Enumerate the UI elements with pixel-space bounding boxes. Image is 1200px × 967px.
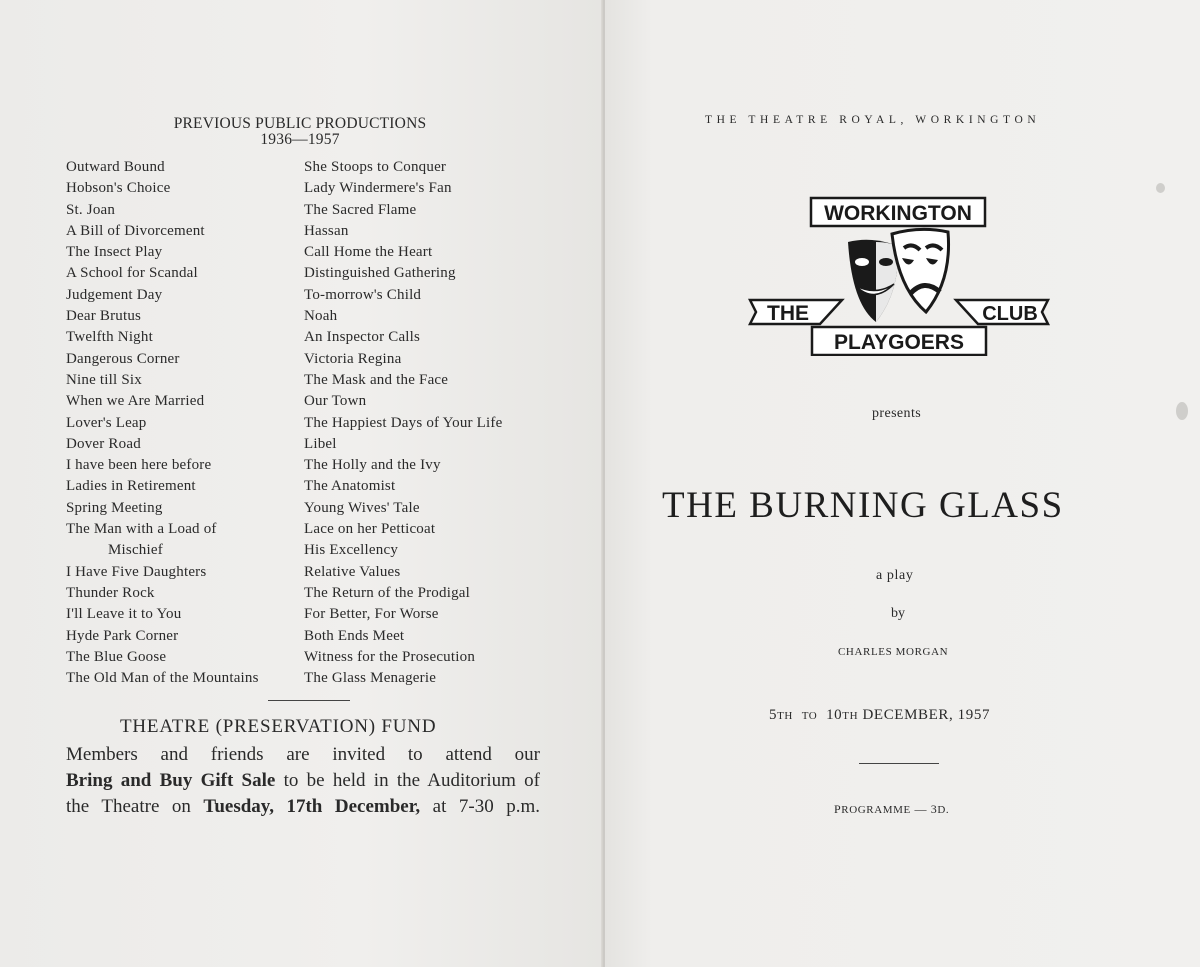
fund-text [66,742,540,820]
production-title: Hyde Park Corner [66,627,179,644]
fund-line-2-rest: to be held in the Auditorium of [275,770,540,791]
production-title: Distinguished Gathering [304,265,456,282]
production-title: Dear Brutus [66,308,142,325]
playgoers-club-logo [748,196,1052,356]
fund-line-3 [66,794,540,820]
presents-text: presents [872,406,922,421]
production-title: Lace on her Petticoat [304,521,436,538]
programme-dash: — [914,802,928,816]
production-title: Nine till Six [66,371,142,388]
production-title: Young Wives' Tale [304,499,420,516]
production-title: Dover Road [66,435,141,452]
production-title: Witness for the Prosecution [304,648,476,665]
production-title: The Glass Menagerie [304,670,437,687]
production-title: Ladies in Retirement [66,478,196,495]
production-title: I'll Leave it to You [66,606,182,623]
production-title: His Excellency [304,542,399,559]
logo-text-left: THE [767,302,809,325]
production-title: The Sacred Flame [304,201,417,218]
production-title: Lover's Leap [66,414,147,431]
author-name: CHARLES MORGAN [838,646,949,658]
venue-line: THE THEATRE ROYAL, WORKINGTON [705,114,1041,126]
programme-rest: ROGRAMME [841,804,911,816]
production-title: The Anatomist [304,478,396,495]
productions-heading [150,116,450,148]
production-title: The Holly and the Ivy [304,457,441,474]
production-title: A School for Scandal [66,265,198,282]
productions-column-1 [66,157,259,689]
production-title: Our Town [304,393,367,410]
performance-dates [769,707,990,724]
production-title: Spring Meeting [66,499,163,516]
date-month-year: DECEMBER, 1957 [862,707,991,723]
production-title: Libel [304,435,337,452]
production-title: Call Home the Heart [304,244,433,261]
production-title: For Better, For Worse [304,606,439,623]
production-title: When we Are Married [66,393,205,410]
production-title: The Blue Goose [66,648,167,665]
production-title: A Bill of Divorcement [66,222,205,239]
fund-title: THEATRE (PRESERVATION) FUND [120,716,437,737]
production-title: Dangerous Corner [66,350,180,367]
production-title: Twelfth Night [66,329,153,346]
logo-text-top: WORKINGTON [824,202,972,225]
date-start-suffix: TH [777,710,793,722]
productions-column-2 [304,157,502,689]
production-title: Noah [304,308,338,325]
programme-price-unit: D. [937,804,950,816]
production-title: The Mask and the Face [304,371,449,388]
date-end-num: 10 [826,707,843,723]
production-title: Both Ends Meet [304,627,405,644]
production-title: I have been here before [66,457,212,474]
logo-text-bottom: PLAYGOERS [834,331,964,354]
logo-text-right: CLUB [982,303,1038,325]
play-title: THE BURNING GLASS [662,485,1064,526]
programme-price-num: 3 [930,802,938,816]
production-title: Hassan [304,222,349,239]
programme-price [834,802,949,817]
production-title: Mischief [108,542,163,559]
production-title: Judgement Day [66,286,163,303]
production-title: Victoria Regina [304,350,402,367]
production-title: To-morrow's Child [304,286,422,303]
production-title: The Return of the Prodigal [304,584,470,601]
fund-line-2 [66,768,540,794]
production-title: The Man with a Load of [66,521,217,538]
production-title: The Insect Play [66,244,163,261]
paper-mark [1156,183,1165,193]
fund-sale-date: Tuesday, 17th December, [203,796,421,817]
production-title: She Stoops to Conquer [304,159,447,175]
productions-heading-title: PREVIOUS PUBLIC PRODUCTIONS [173,115,427,132]
date-to: TO [801,710,818,722]
production-title: Outward Bound [66,159,165,175]
programme-first-letter: P [834,802,842,816]
production-title: An Inspector Calls [304,329,421,346]
production-title: Hobson's Choice [66,180,171,197]
comedy-mask-icon [848,240,898,322]
date-end-suffix: TH [842,710,859,722]
date-start-num: 5 [769,707,778,723]
divider [268,700,350,701]
paper-mark [1176,402,1188,420]
production-title: The Old Man of the Mountains [66,670,259,687]
tragedy-mask-icon [892,229,949,312]
production-title: Lady Windermere's Fan [304,180,452,197]
by-text: by [891,606,905,621]
divider [859,763,939,764]
fund-line-3-end: at 7-30 p.m. [420,796,540,817]
play-subtitle: a play [876,568,914,583]
production-title: St. Joan [66,201,116,218]
productions-heading-years: 1936—1957 [260,131,340,148]
fund-line-3-start: the Theatre on [66,796,204,817]
production-title: I Have Five Daughters [66,563,207,580]
production-title: Thunder Rock [66,584,155,601]
fund-line-1: Members and friends are invited to attend our [66,744,540,765]
production-title: Relative Values [304,563,401,580]
fund-sale-name: Bring and Buy Gift Sale [66,770,276,791]
production-title: The Happiest Days of Your Life [304,414,503,431]
